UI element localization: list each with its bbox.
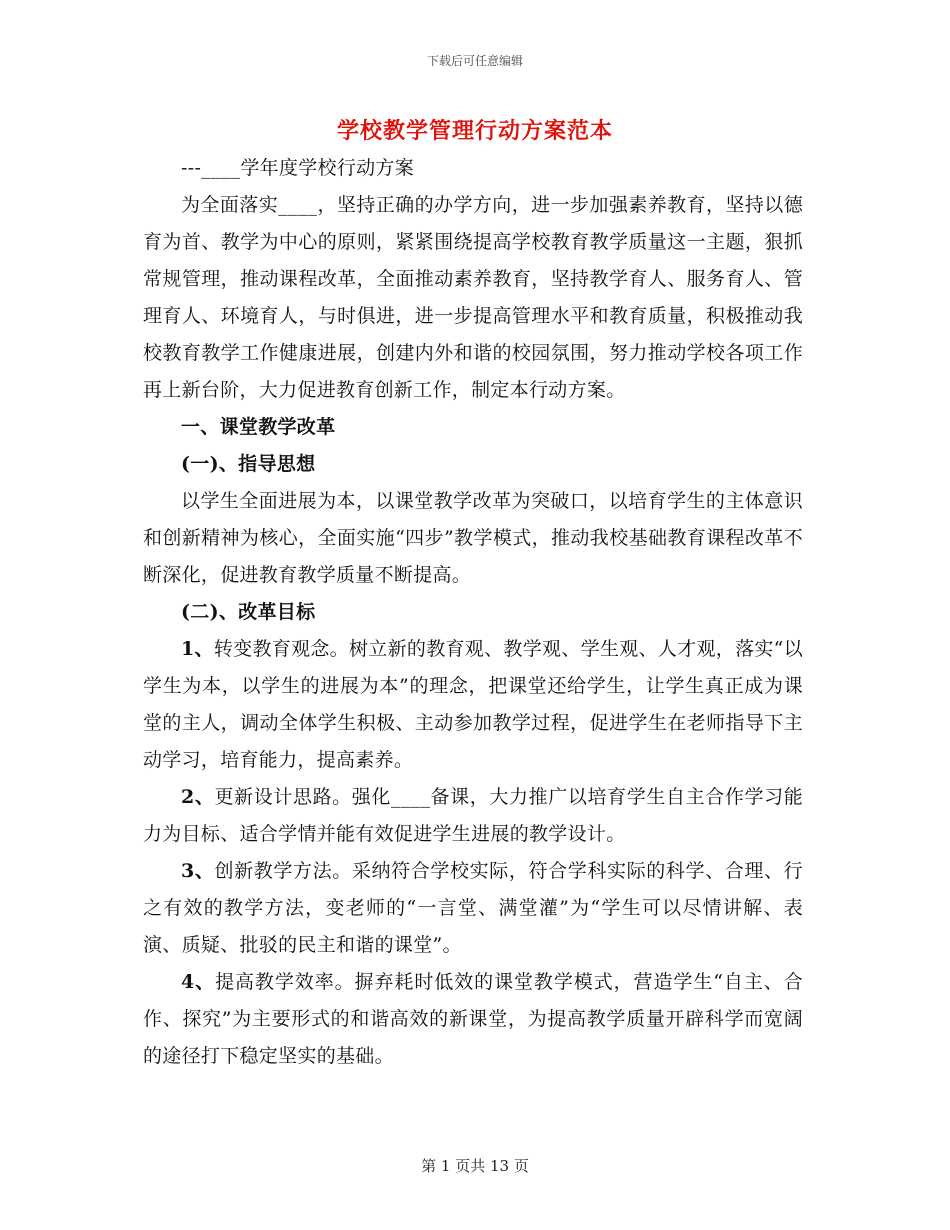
document-title: 学校教学管理行动方案范本 (336, 118, 613, 144)
goal-item-text: 转变教育观念。树立新的教育观、教学观、学生观、人才观，落实“以学生为本，以学生的进展为本”的理念，把课堂还给学生，让学生真正成为课堂的主人，调动全体学生积极、主动参加教学过程，促进学生在老师指导下主动学习，培育能力，提高素养。 (143, 638, 804, 771)
subsection-heading-2: (二)、改革目标 (181, 601, 316, 623)
goal-item-3 (143, 853, 803, 964)
document-body (143, 150, 803, 1075)
goal-item-1 (143, 631, 803, 779)
page-footer: 第 1 页共 13 页 (421, 1157, 529, 1175)
goal-item-number: 1、 (181, 638, 214, 660)
guiding-ideology-paragraph: 以学生全面进展为本，以课堂教学改革为突破口，以培育学生的主体意识和创新精神为核心，全面实施“四步”教学模式，推动我校基础教育课程改革不断深化，促进教育教学质量不断提高。 (143, 490, 803, 586)
goal-item-4 (143, 964, 803, 1075)
goal-item-number: 3、 (181, 860, 215, 882)
section-heading-1: 一、课堂教学改革 (181, 416, 336, 438)
goal-item-number: 4、 (181, 971, 216, 993)
intro-paragraph: 为全面落实____，坚持正确的办学方向，进一步加强素养教育，坚持以德育为首、教学为中心的原则，紧紧围绕提高学校教育教学质量这一主题，狠抓常规管理，推动课程改革，全面推动素养教育，坚持教学育人、服务育人、管理育人、环境育人，与时俱进，进一步提高管理水平和教育质量，积极推动我校教育教学工作健康进展，创建内外和谐的校园氛围，努力推动学校各项工作再上新台阶，大力促进教育创新工作，制定本行动方案。 (143, 194, 803, 401)
goal-item-text: 提高教学效率。摒弃耗时低效的课堂教学模式，营造学生“自主、合作、探究”为主要形式的和谐高效的新课堂，为提高教学质量开辟科学而宽阔的途径打下稳定坚实的基础。 (143, 971, 803, 1067)
subtitle: ---____学年度学校行动方案 (181, 157, 415, 179)
goal-item-text: 更新设计思路。强化____备课，大力推广以培育学生自主合作学习能力为目标、适合学情并能有效促进学生进展的教学设计。 (143, 786, 803, 845)
goal-item-2 (143, 779, 803, 853)
subsection-heading-1: (一)、指导思想 (181, 453, 316, 475)
header-note: 下载后可任意编辑 (426, 54, 523, 68)
goal-item-text: 创新教学方法。采纳符合学校实际，符合学科实际的科学、合理、行之有效的教学方法，变老师的“一言堂、满堂灌”为“学生可以尽情讲解、表演、质疑、批驳的民主和谐的课堂”。 (143, 860, 803, 956)
goal-item-number: 2、 (181, 786, 215, 808)
